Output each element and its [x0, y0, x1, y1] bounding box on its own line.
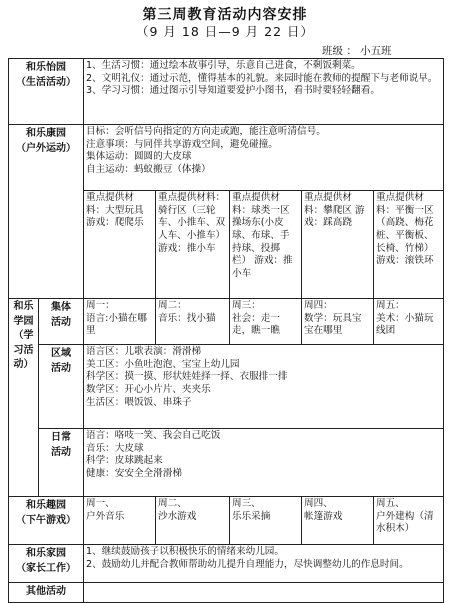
area-item: 美工区：小鱼吐泡泡、宝宝上幼儿园	[86, 358, 240, 370]
outdoor-goal: 目标：会听信号向指定的方向走或跑，能注意听清信号。	[86, 126, 326, 137]
row-life-activity	[9, 59, 444, 125]
schedule-table	[8, 58, 444, 603]
outdoor-area-2: 重点提供材料：骑行区（三轮车、小推车、双人车、小推车）游戏：推小车	[156, 191, 230, 299]
row-afternoon-games	[9, 497, 444, 545]
area-item: 科学区：摸一摸、形状娃娃择一择、衣服排一排	[86, 371, 288, 383]
class-label: 班级 ： 小五班	[322, 45, 392, 57]
collective-wed: 周三： 社会：走一走，瞧一瞧	[230, 299, 302, 345]
game-mon: 周一、 户外音乐	[84, 497, 156, 545]
life-item: 1、生活习惯：通过绘本故事引导，乐意自己进食，不剩饭剩菜。	[86, 60, 361, 71]
row-learning-collective	[9, 299, 444, 345]
row-parent-work	[9, 545, 444, 583]
parent-item: 1、继续鼓励孩子以积极快乐的情绪来幼儿园。	[86, 546, 284, 557]
collective-mon: 周一： 语言:小猫在哪里	[84, 299, 156, 345]
life-activity-content	[84, 59, 444, 125]
daily-item: 健康：安安全全滑滑梯	[86, 467, 182, 479]
game-tue: 周二、 沙水游戏	[156, 497, 230, 545]
game-fri: 周五、 户外建构（清水积木）	[374, 497, 444, 545]
afternoon-games-label: 和乐趣园 （下午游戏）	[9, 497, 84, 545]
outdoor-area-5: 重点提供材料：平衡一区（高跷、梅花桩、平衡板、长椅、竹梯） 游戏：滚铁环	[374, 191, 444, 299]
outdoor-activity-label: 和乐康园 （户外运动）	[9, 125, 84, 299]
outdoor-area-4: 重点提供材料：攀爬区 游戏：踩高跷	[302, 191, 374, 299]
daily-item: 语言：咯吱一笑、我会自己吃饭	[86, 430, 221, 441]
parent-work-content	[84, 545, 444, 583]
collective-activity-label: 集体 活动	[39, 299, 84, 345]
daily-activity-content	[84, 429, 444, 497]
outdoor-collective: 集体运动：圆圆的大皮球	[86, 151, 192, 163]
parent-work-label: 和乐家园 （家长工作）	[9, 545, 84, 583]
row-outdoor-top	[9, 125, 444, 191]
page-title: 第三周教育活动内容安排	[142, 7, 308, 23]
area-activity-content	[84, 345, 444, 429]
area-item: 语言区：儿歌表演：滑滑梯	[86, 346, 202, 357]
collective-thu: 周四： 数学：玩具宝宝在哪里	[302, 299, 374, 345]
row-learning-areas	[9, 345, 444, 429]
outdoor-note: 注意事项：与同伴共享游戏空间，避免碰撞。	[86, 138, 278, 150]
area-item: 数学区：开心小片片、夹夹乐	[86, 383, 211, 395]
game-wed: 周三、 乐乐采摘	[230, 497, 302, 545]
daily-item: 音乐：大皮球	[86, 442, 144, 454]
life-item: 2、文明礼仪：通过示范，懂得基本的礼貌。来园时能在教师的提醒下与老师说早。	[86, 72, 438, 84]
date-range: （9 月 18 日—9 月 22 日）	[135, 24, 315, 39]
outdoor-general	[84, 125, 444, 191]
game-thu: 周四、 帐篷游戏	[302, 497, 374, 545]
life-activity-label: 和乐怡园 （生活活动）	[9, 59, 84, 125]
outdoor-area-3: 重点提供材料：球类一区操场东(小皮球、布球、手持球、投掷栏） 游戏：推小车	[230, 191, 302, 299]
row-learning-daily	[9, 429, 444, 497]
area-item: 生活区：喂饭饭、串珠子	[86, 396, 192, 408]
life-item: 3、学习习惯：通过图示引导知道要爱护小图书，看书时要轻轻翻看。	[86, 85, 380, 97]
other-activity-label: 其他活动	[9, 583, 84, 603]
outdoor-self: 自主运动：蚂蚁搬豆（体操）	[86, 163, 211, 175]
parent-item: 2、鼓励幼儿并配合教师帮助幼儿提升自理能力，尽快调整幼儿的作息时间。	[86, 558, 409, 570]
collective-tue: 周二： 音乐：找小猫	[156, 299, 230, 345]
area-activity-label: 区域 活动	[39, 345, 84, 429]
outdoor-area-1: 重点提供材料：大型玩具 游戏：爬爬乐	[84, 191, 156, 299]
learning-activity-label: 和乐学园（学习活动）	[9, 299, 39, 497]
collective-fri: 周五： 美术：小猫玩线团	[374, 299, 444, 345]
daily-activity-label: 日常 活动	[39, 429, 84, 497]
daily-item: 科学：皮球跳起来	[86, 455, 163, 467]
